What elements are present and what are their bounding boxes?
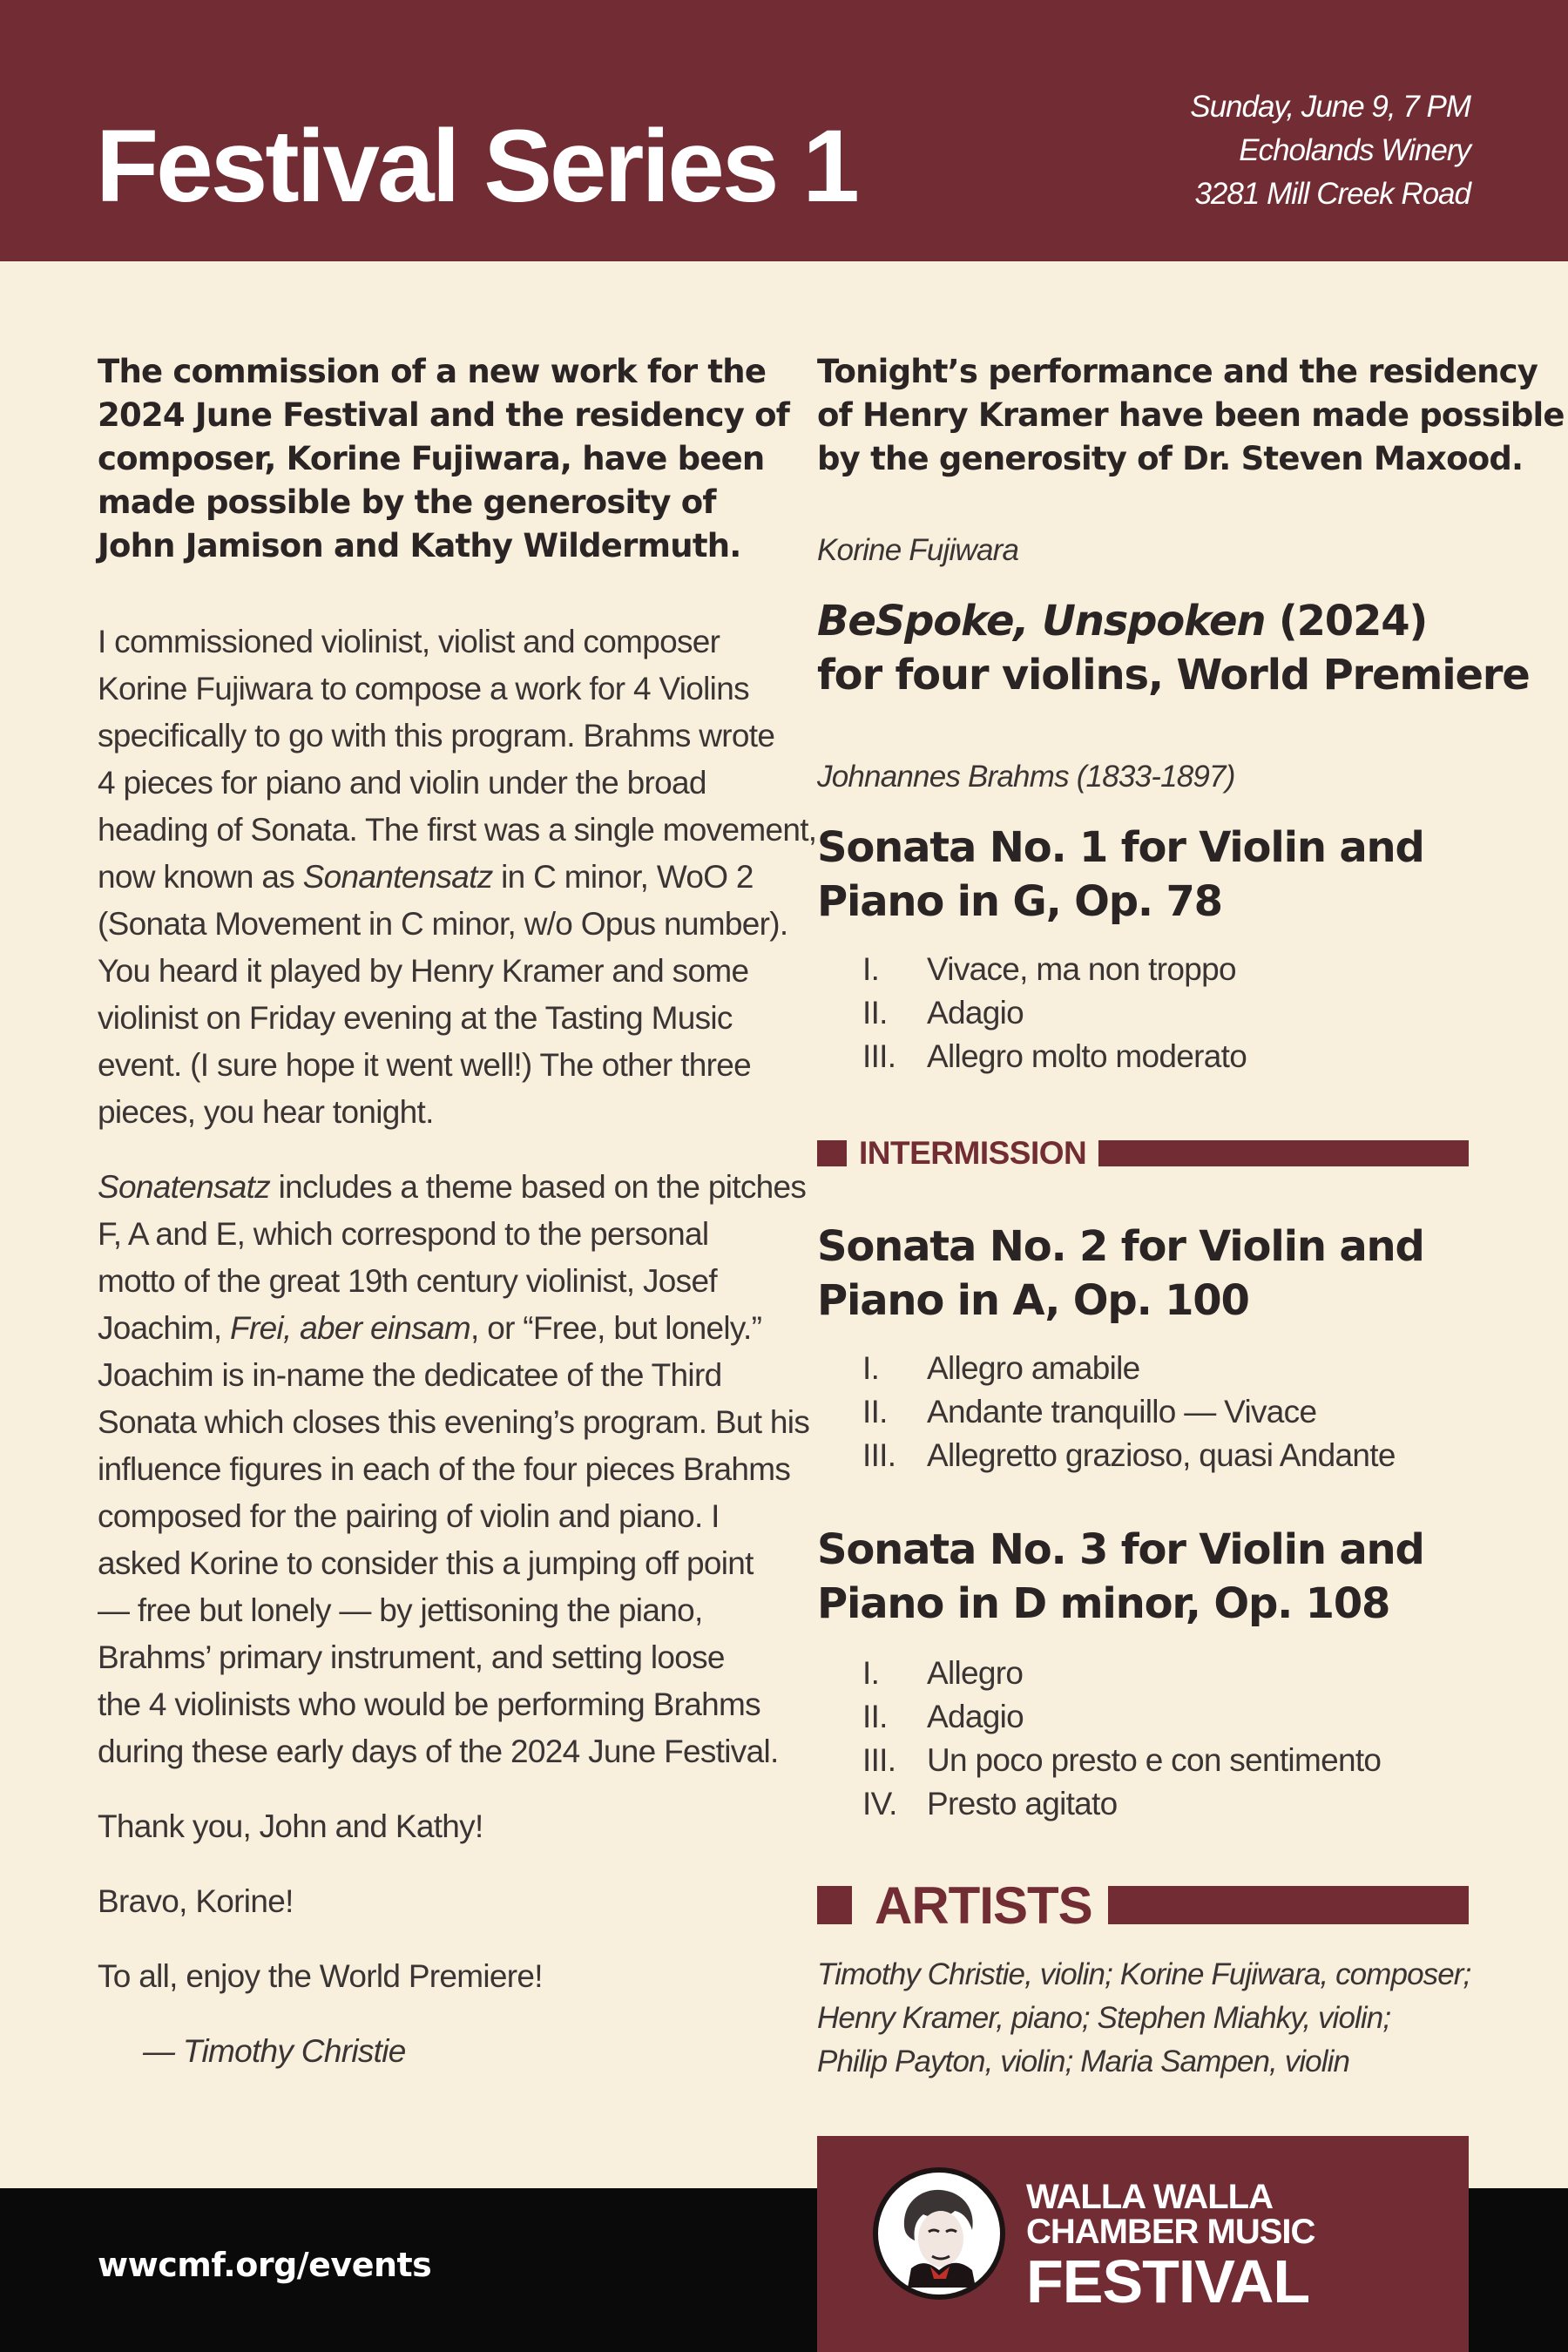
work-bespoke-title — [817, 594, 1530, 702]
work-title-line: Sonata No. 3 for Violin and — [817, 1525, 1424, 1574]
composer-fujiwara: Korine Fujiwara — [817, 533, 1019, 567]
intermission-divider — [817, 1134, 1469, 1173]
movement-number: IV. — [862, 1786, 897, 1821]
motto-italic: Frei, aber einsam — [230, 1310, 471, 1346]
letter-line — [98, 1305, 786, 1352]
letter-line: influence figures in each of the four pieces Brahms — [98, 1451, 791, 1487]
divider-rule — [1108, 1886, 1469, 1924]
artists-line: Timothy Christie, violin; Korine Fujiwara, composer; — [817, 1957, 1471, 1991]
composer-portrait-icon — [873, 2167, 1005, 2300]
work-title-line — [817, 594, 1530, 648]
letter-line: Brahms’ primary instrument, and setting loose — [98, 1639, 725, 1675]
divider-square — [817, 1140, 847, 1166]
letter-thanks: Thank you, John and Kathy! — [98, 1808, 483, 1844]
divider-square — [817, 1886, 852, 1924]
event-venue: Echolands Winery — [1239, 133, 1470, 167]
movement-number: II. — [862, 1394, 888, 1429]
letter-line: I commissioned violinist, violist and composer — [98, 624, 720, 659]
letter-bravo: Bravo, Korine! — [98, 1883, 294, 1919]
movement-number: III. — [862, 1742, 896, 1778]
letter-line: 4 pieces for piano and violin under the broad — [98, 765, 706, 801]
movement-number: I. — [862, 1350, 880, 1386]
letter-line: event. (I sure hope it went well!) The other three — [98, 1047, 751, 1083]
commission-sponsor-note — [98, 350, 790, 568]
festival-logo — [817, 2136, 1469, 2352]
event-address: 3281 Mill Creek Road — [1194, 177, 1470, 211]
artists-line: Philip Payton, violin; Maria Sampen, violin — [817, 2044, 1350, 2078]
sponsor-line: John Jamison and Kathy Wildermuth. — [98, 527, 741, 564]
sponsor-line: composer, Korine Fujiwara, have been — [98, 440, 765, 477]
sonata-1-movements — [862, 948, 1247, 1078]
director-letter — [98, 618, 817, 2075]
movement-item — [862, 1035, 1247, 1078]
letter-line: — free but lonely — by jettisoning the piano, — [98, 1592, 703, 1628]
movement-item — [862, 1652, 1381, 1695]
movement-name: Allegro amabile — [927, 1350, 1140, 1386]
work-title-line: Sonata No. 2 for Violin and — [817, 1222, 1424, 1271]
letter-line: (Sonata Movement in C minor, w/o Opus number). — [98, 906, 788, 942]
sponsor-line: of Henry Kramer have been made possible — [817, 396, 1565, 434]
movement-number: I. — [862, 951, 880, 987]
letter-signature: — Timothy Christie — [143, 2033, 406, 2069]
letter-line: specifically to go with this program. Brahms wrote — [98, 718, 775, 754]
movement-name: Allegretto grazioso, quasi Andante — [927, 1437, 1396, 1473]
movement-item — [862, 1390, 1396, 1434]
movement-name: Presto agitato — [927, 1786, 1118, 1821]
letter-line: Korine Fujiwara to compose a work for 4 Violins — [98, 671, 749, 706]
letter-line — [98, 854, 786, 901]
sonata-3-title — [817, 1523, 1424, 1631]
header-banner — [0, 0, 1568, 261]
sponsor-line: made possible by the generosity of — [98, 483, 716, 521]
work-title-line: Piano in A, Op. 100 — [817, 1276, 1249, 1325]
work-title-line: Piano in G, Op. 78 — [817, 877, 1222, 926]
logo-wordmark — [1026, 2178, 1315, 2315]
movement-name: Allegro — [927, 1655, 1024, 1691]
movement-name: Adagio — [927, 1699, 1024, 1734]
event-info — [1190, 85, 1470, 216]
movement-number: II. — [862, 1699, 888, 1734]
work-name-italic: Sonatensatz — [98, 1169, 271, 1205]
logo-line-3: FESTIVAL — [1026, 2247, 1310, 2315]
letter-line: motto of the great 19th century violinist, Josef — [98, 1263, 717, 1299]
letter-enjoy: To all, enjoy the World Premiere! — [98, 1958, 543, 1994]
sponsor-line: by the generosity of Dr. Steven Maxood. — [817, 440, 1524, 477]
events-link[interactable]: wwcmf.org/events — [98, 2246, 432, 2284]
letter-line: asked Korine to consider this a jumping off point — [98, 1545, 754, 1581]
movement-number: III. — [862, 1437, 896, 1473]
text-run: Joachim, — [98, 1310, 231, 1346]
work-title-line: for four violins, World Premiere — [817, 651, 1530, 700]
letter-line: You heard it played by Henry Kramer and some — [98, 953, 749, 989]
work-name-italic: Sonantensatz — [302, 859, 493, 895]
sonata-2-title — [817, 1220, 1424, 1328]
text-run: , or “Free, but lonely.” — [470, 1310, 762, 1346]
movement-number: II. — [862, 995, 888, 1031]
work-title-line: Piano in D minor, Op. 108 — [817, 1579, 1390, 1628]
movement-item — [862, 948, 1247, 991]
movement-name: Allegro molto moderato — [927, 1038, 1247, 1074]
text-run: in C minor, WoO 2 — [492, 859, 754, 895]
sponsor-line: Tonight’s performance and the residency — [817, 353, 1538, 390]
movement-number: I. — [862, 1655, 880, 1691]
sponsor-line: The commission of a new work for the — [98, 353, 767, 390]
letter-line: heading of Sonata. The first was a single movement, — [98, 812, 817, 848]
sonata-1-title — [817, 821, 1424, 929]
work-year: (2024) — [1265, 597, 1428, 645]
text-run: now known as — [98, 859, 303, 895]
right-column — [817, 350, 1565, 2078]
movement-item — [862, 991, 1247, 1035]
movement-item — [862, 1782, 1381, 1826]
letter-line — [98, 1164, 807, 1211]
movement-name: Un poco presto e con sentimento — [927, 1742, 1382, 1778]
letter-paragraph-2 — [98, 1164, 810, 1775]
work-title-italic: BeSpoke, Unspoken — [817, 597, 1266, 645]
page-title: Festival Series 1 — [96, 109, 857, 224]
portrait-illustration — [878, 2173, 1000, 2295]
movement-name: Adagio — [927, 995, 1024, 1031]
letter-line: F, A and E, which correspond to the personal — [98, 1216, 709, 1252]
artists-list — [817, 1953, 1470, 2084]
letter-line: during these early days of the 2024 June Festival. — [98, 1734, 779, 1769]
text-run: includes a theme based on the pitches — [270, 1169, 807, 1205]
event-date: Sunday, June 9, 7 PM — [1190, 90, 1470, 124]
artists-heading: ARTISTS — [875, 1876, 1092, 1935]
letter-line: the 4 violinists who would be performing Brahms — [98, 1686, 760, 1722]
movement-name: Andante tranquillo — Vivace — [927, 1394, 1317, 1429]
movement-item — [862, 1739, 1381, 1782]
movement-name: Vivace, ma non troppo — [927, 951, 1236, 987]
composer-brahms: Johnannes Brahms (1833-1897) — [817, 760, 1235, 794]
movement-item — [862, 1695, 1381, 1739]
sponsor-line: 2024 June Festival and the residency of — [98, 396, 790, 434]
movement-item — [862, 1434, 1396, 1477]
sonata-3-movements — [862, 1652, 1381, 1826]
letter-line: composed for the pairing of violin and piano. I — [98, 1498, 720, 1534]
artists-line: Henry Kramer, piano; Stephen Miahky, violin; — [817, 2001, 1391, 2035]
letter-line: violinist on Friday evening at the Tasting Music — [98, 1000, 733, 1036]
letter-line: Joachim is in-name the dedicatee of the Third — [98, 1357, 722, 1393]
movement-item — [862, 1347, 1396, 1390]
letter-line: pieces, you hear tonight. — [98, 1094, 434, 1130]
artists-divider — [817, 1875, 1469, 1936]
logo-line-2: CHAMBER MUSIC — [1026, 2213, 1315, 2251]
logo-line-1: WALLA WALLA — [1026, 2178, 1274, 2216]
intermission-label: INTERMISSION — [859, 1135, 1087, 1171]
work-title-line: Sonata No. 1 for Violin and — [817, 823, 1424, 872]
divider-rule — [1098, 1140, 1469, 1166]
letter-paragraph-1 — [98, 618, 817, 1136]
left-column — [98, 350, 817, 2103]
sonata-2-movements — [862, 1347, 1396, 1477]
movement-number: III. — [862, 1038, 896, 1074]
letter-line: Sonata which closes this evening’s program. But his — [98, 1404, 810, 1440]
performance-sponsor-note — [817, 350, 1565, 481]
